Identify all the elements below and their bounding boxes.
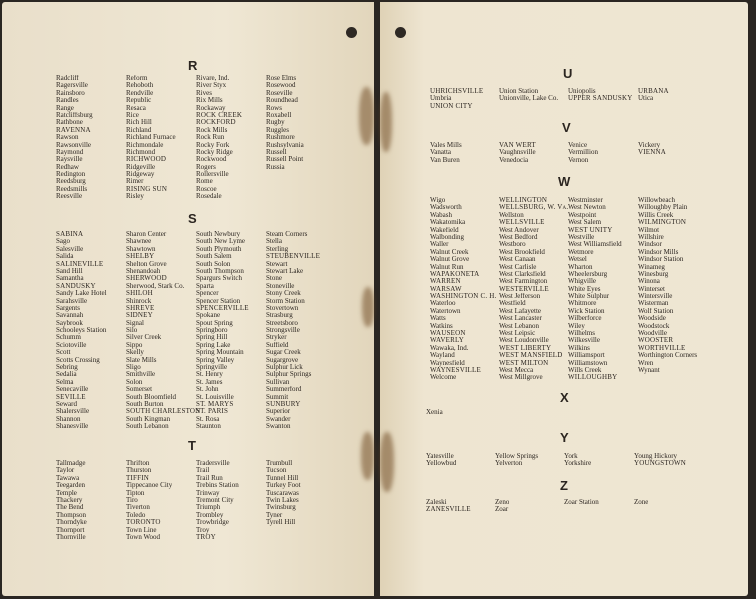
section-letter-z: Z [560,478,568,493]
section-letter-r: R [188,58,198,73]
section-r-column: Rose Elms Rosewood Roseville Roundhead Rows Roxabell Rugby Ruggles Rushmore Rushsylvania Russell Russell Point Russia [266,75,304,171]
section-u-column: URBANA Utica [638,88,669,103]
section-r-column: Reform Rehoboth Rendville Republic Resaca Rice Rich Hill Richland Richland Furnace Richmondale Richmond RICHWOOD Ridgeville Ridgeway Rimer RISING SUN Risley [126,75,176,201]
section-w-column: WELLINGTON WELLSBURG, W. Va. Wellston WELLSVILLE West Andover West Bedford Westboro West Brookfield West Canaan West Carlisle West Clarksfield West Farmington WESTERVILLE West Jefferson Westfield West Lafayette West Lancaster West Lebanon West Leipsic West Loudonville WEST LIBERTY WEST MANSFIELD WEST MILTON West Mecca West Millgrove [499,197,569,382]
page-stain [380,432,394,492]
page-stain [362,287,374,327]
section-t-column: Tallmadge Taylor Tawawa Teegarden Temple Thackery The Bend Thompson Thorndyke Thornport Thornville [56,460,87,541]
section-y-column: Yellow Springs Yelverton [495,453,539,468]
binding-hole [346,27,357,38]
page-stain [361,432,374,480]
section-s-column: Sharon Center Shawnee Shawtown SHELBY Shelton Grove Shenandoah SHERWOOD Sherwood, Stark Co. SHILOH Shinrock SHREVE SIDNEY Signal Silo Silver Creek Sippo Skelly Slate Mills Sligo Smithville Solon Somerset South Bloomfield South Burton SOUTH CHARLESTON South Kingman South Lebanon [126,231,201,431]
section-letter-s: S [188,211,197,226]
page-stain [359,87,374,145]
section-w-column: Westminster West Newton Westpoint West Salem WEST UNITY Westville West Williamsfield Wetmore Wetsel Wharton Wheelersburg Whigville White Eyes White Sulphur Whitmore Wick Station Wilberforce Wiley Wilhelms Wilkesville Wilkins Williamsport Williamstown Wills Creek WILLOUGHBY [568,197,622,382]
section-v-column: Vales Mills Vanatta Van Buren [430,142,462,164]
section-letter-u: U [563,66,573,81]
section-w-column: Wigo Wadsworth Wabash Wakatomika Wakefield Walbonding Waller Walnut Creek Walnut Grove Walnut Run WAPAKONETA WARREN WARSAW WASHINGTON C. H. Waterloo Watertown Watts Watkins WAUSEON WAVERLY Wawaka, Ind. Wayland Waynesfield WAYNESVILLE Welcome [430,197,497,382]
section-y-column: York Yorkshire [564,453,592,468]
section-r-column: Rivare, Ind. River Styx Rives Rix Mills Rockaway ROCK CREEK ROCKFORD Rock Mills Rock Run Rocky Fork Rocky Ridge Rockwood Rogers Rollersville Rome Roscoe Rosedale [196,75,243,201]
section-s-column: Steam Corners Stella Sterling STEUBENVILLE Stewart Stewart Lake Stone Stoneville Stony Creek Storm Station Stovertown Strasburg Streetsboro Strongsville Stryker Suffield Sugar Creek Sugargrove Sulphur Lick Sulphur Springs Sullivan Summerford Summit SUNBURY Superior Swander Swanton [266,231,321,431]
section-u-column: Uniopolis UPPER SANDUSKY [568,88,633,103]
section-r-column: Radcliff Ragersville Rainsboro Randles Range Ratcliffsburg Rathbone RAVENNA Rawson Rawsonville Raymond Raysville Redhaw Redington Reedsburg Reedsmills Reesville [56,75,93,201]
section-z-column: Zone [634,499,649,506]
section-z-column: Zoar Station [564,499,599,506]
section-u-column: UHRICHSVILLE Umbria UNION CITY [430,88,484,110]
section-y-column: Yatesville Yellowbud [426,453,457,468]
binding-hole [395,27,406,38]
section-t-column: Trumbull Tucson Tunnel Hill Turkey Foot Tuscarawas Twin Lakes Twinsburg Tyner Tyrell Hill [266,460,301,527]
section-t-column: Tradersville Trail Trail Run Trebins Station Trinway Tremont City Triumph Trombley Trowbridge Troy TROY [196,460,239,541]
section-t-column: Thrifton Thurston TIFFIN Tippecanoe City Tipton Tiro Tiverton Toledo TORONTO Town Line Town Wood [126,460,173,541]
section-letter-x: X [560,390,569,405]
right-page [380,2,748,596]
section-v-column: VAN WERT Vaughnsville Venedocia [499,142,536,164]
section-s-column: SABINA Sago Salesville Salida SALINEVILLE Sand Hill Samantha SANDUSKY Sandy Lake Hotel Sarahsville Sargents Savannah Saybrook Schooleys Station Schumm Sciotoville Scott Scotts Crossing Sebring Sedalia Selma Senecaville SEVILLE Seward Shalersville Shannon Shanesville [56,231,107,431]
section-v-column: Vickery VIENNA [638,142,667,157]
section-z-column: Zeno Zoar [495,499,510,514]
section-u-column: Union Station Unionville, Lake Co. [499,88,559,103]
section-letter-t: T [188,438,196,453]
left-page [2,2,374,596]
section-s-column: South Newbury South New Lyme South Plymouth South Salem South Solon South Thompson Spargurs Switch Sparta Spencer Spencer Station SPENCERVILLE Spokane Spout Spring Springboro Spring Hill Spring Lake Spring Mountain Spring Valley Springville St. Henry St. James St. John St. Louisville ST. MARYS ST. PARIS St. Rosa Staunton [196,231,249,431]
page-stain [380,92,392,152]
section-v-column: Venice Vermillion Vernon [568,142,598,164]
section-y-column: Young Hickory YOUNGSTOWN [634,453,687,468]
section-z-column: Zaleski ZANESVILLE [426,499,471,514]
section-letter-v: V [562,120,571,135]
section-x-column: Xenia [426,409,443,416]
section-letter-w: W [558,174,571,189]
section-w-column: Willowbeach Willoughby Plain Willis Creek WILMINGTON Wilmot Willshire Windsor Windsor Mills Windsor Station Winameg Winesburg Winona Winterset Wintersville Wisterman Wolf Station Woodside Woodstock Woodville WOOSTER WORTHVILLE Worthington Corners Wren Wynant [638,197,698,374]
section-letter-y: Y [560,430,569,445]
